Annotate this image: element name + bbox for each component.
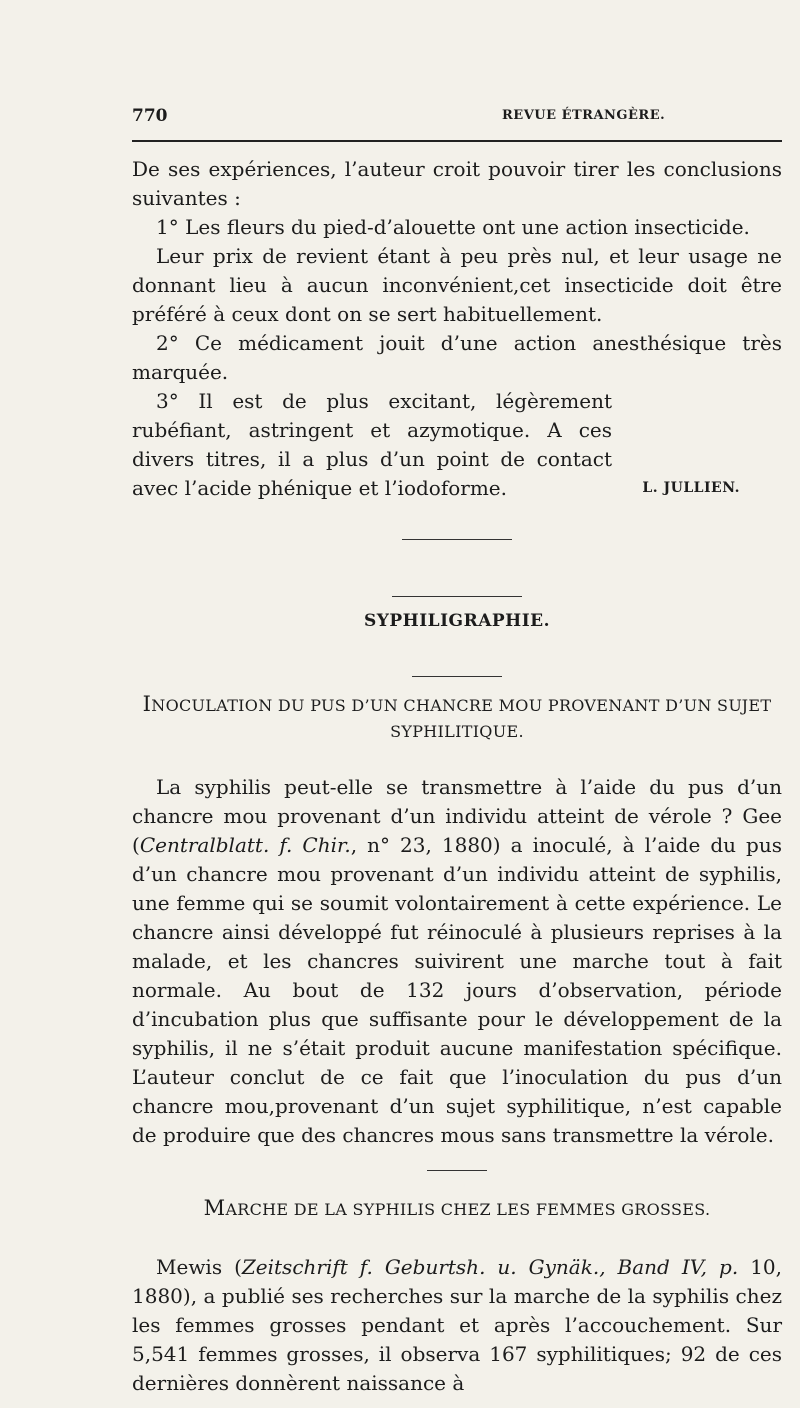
article2-title-text: NOCULATION DU PUS D’UN CHANCRE MOU PROVENANT D’UN SUJET SYPHILITIQUE. — [151, 696, 772, 741]
article1-paragraph: De ses expériences, l’auteur croit pouvoir tirer les conclusions suivantes : — [132, 157, 782, 210]
article2-body-text: La syphilis peut-elle se transmettre à l’aide du pus d’un chancre mou provenant d’un individu atteint de vérole ? Gee ( — [132, 775, 782, 857]
article2-body-text-cont: , n° 23, 1880) a inoculé, à l’aide du pus d’un chancre mou provenant d’un individu atteint de syphilis, une femme qui se soumit volontairement à cette expérience. Le chancre ainsi développé fut réinoculé à plusieurs reprises à la malade, et les chancres suivirent une marche tout à fait normale. Au bout de 132 jours d’observation, période d’incubation plus que suffisante pour le développement de la syphilis, il ne s’était produit aucune manifestation spécifique. L’auteur conclut de ce fait que l’inoculation du pus d’un chancre mou,provenant d’un sujet syphilitique, n’est capable de produire que des chancres mous sans transmettre la vérole. — [132, 833, 782, 1147]
article2-body — [132, 773, 782, 1150]
article3-title-initial: M — [203, 1196, 226, 1220]
article3-reference: Zeitschrift f. Geburtsh. u. Gynäk., Band IV, p. — [241, 1255, 739, 1279]
article1-signature: L. JULLIEN. — [642, 480, 740, 496]
article3-body-text-cont: 10, 1880), a publié ses recherches sur la marche de la syphilis chez les femmes grosses pendant et après l’accouchement. Sur 5,541 femmes grosses, il observa 167 syphilitiques; 92 de ces dernières donnèrent naissance à — [132, 1255, 782, 1395]
section-title: SYPHILIGRAPHIE. — [363, 611, 551, 631]
article1-paragraph: Leur prix de revient étant à peu près nul, et leur usage ne donnant lieu à aucun inconvénient,cet insecticide doit être préféré à ceux dont on se sert habituellement. — [132, 244, 782, 326]
article3-title — [132, 1195, 782, 1223]
page-body — [132, 155, 782, 1398]
article3-body-text: Mewis ( — [156, 1255, 242, 1279]
page-number: 770 — [132, 106, 168, 126]
article2-title-initial: I — [142, 692, 152, 716]
running-title: REVUE ÉTRANGÈRE. — [502, 108, 666, 123]
article3-body — [132, 1253, 782, 1398]
article1-paragraph: 1° Les fleurs du pied-d’alouette ont une action insecticide. — [156, 215, 750, 239]
article2-title — [132, 691, 782, 745]
article1-paragraph: 3° Il est de plus excitant, légèrement rubéfiant, astringent et azymotique. A ces divers titres, il a plus d’un point de contact avec l’acide phénique et l’iodoforme. — [132, 389, 612, 500]
article3-rule — [427, 1170, 487, 1171]
section-rule-short — [402, 539, 512, 540]
article2-reference: Centralblatt. f. Chir. — [139, 833, 351, 857]
section-rule-long — [392, 596, 522, 597]
article1-paragraph: 2° Ce médicament jouit d’une action anesthésique très marquée. — [132, 331, 782, 384]
header-rule — [132, 140, 782, 142]
running-header — [132, 106, 780, 130]
article3-title-text: ARCHE DE LA SYPHILIS CHEZ LES FEMMES GROSSES. — [225, 1200, 711, 1219]
article2-rule — [412, 676, 502, 677]
